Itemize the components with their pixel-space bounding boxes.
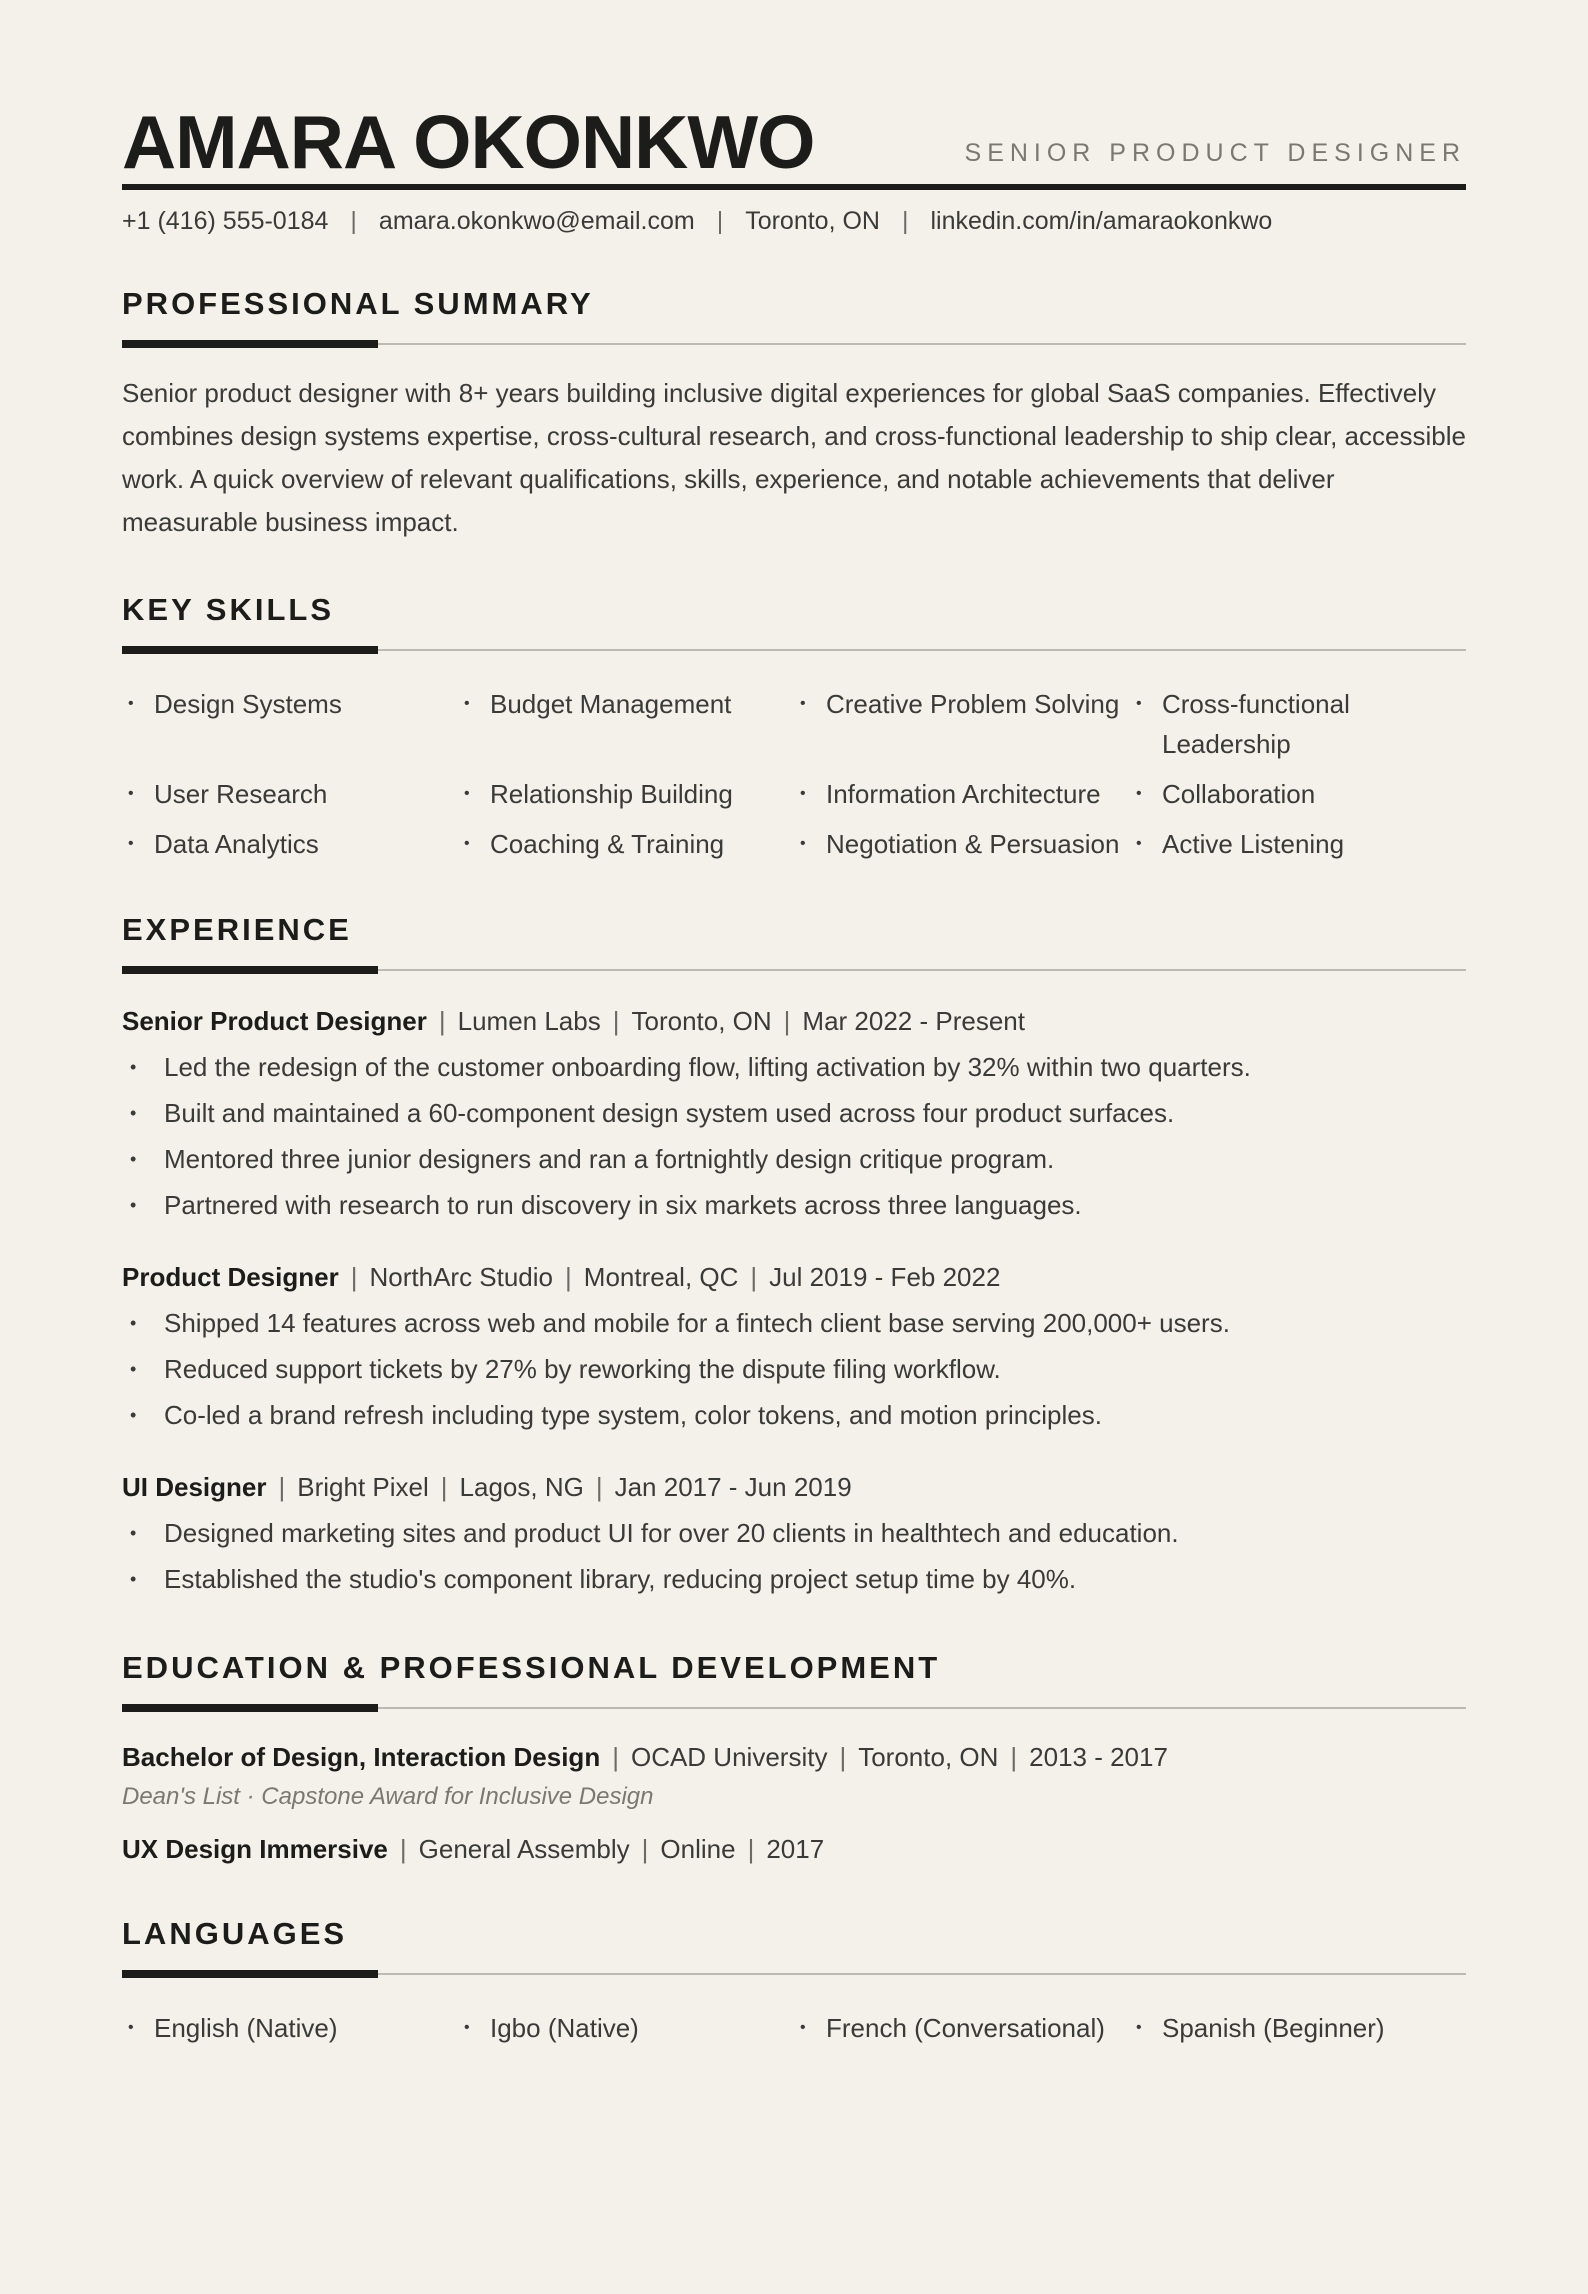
education-dates: 2017 — [766, 1834, 825, 1864]
skill-item — [1130, 824, 1466, 864]
job-bullet-text: Built and maintained a 60-component design system used across four product surfaces. — [164, 1098, 1175, 1128]
skill-label: Budget Management — [490, 689, 732, 719]
job-header — [122, 1258, 1466, 1296]
bullet-icon: • — [1136, 835, 1142, 852]
contact-location: Toronto, ON — [745, 206, 880, 235]
education-degree: Bachelor of Design, Interaction Design — [122, 1742, 601, 1772]
bullet-icon: • — [1136, 2019, 1142, 2036]
skill-label: Relationship Building — [490, 779, 733, 809]
job-bullet — [122, 1510, 1466, 1556]
bullet-icon: • — [130, 1149, 137, 1169]
section-divider — [122, 1970, 1466, 1978]
contact-separator: | — [716, 206, 724, 235]
resume-content — [122, 92, 1466, 2048]
languages-grid — [122, 2008, 1466, 2048]
job-bullets — [122, 1044, 1466, 1228]
bullet-icon: • — [128, 695, 134, 712]
bullet-icon: • — [128, 785, 134, 802]
education-note: Dean's List · Capstone Award for Inclusive Design — [122, 1783, 654, 1810]
bullet-icon: • — [130, 1057, 137, 1077]
skill-item — [122, 824, 458, 864]
section-divider — [122, 1704, 1466, 1712]
education-header — [122, 1738, 1466, 1776]
skill-label: Collaboration — [1162, 779, 1316, 809]
bullet-icon: • — [800, 785, 806, 802]
job-separator: | — [783, 1006, 791, 1036]
contact-linkedin[interactable]: linkedin.com/in/amaraokonkwo — [930, 206, 1273, 235]
header-divider — [122, 184, 1466, 190]
education-separator: | — [641, 1834, 649, 1864]
contact-phone: +1 (416) 555-0184 — [122, 206, 329, 235]
skill-label: Negotiation & Persuasion — [826, 829, 1120, 859]
job-company: NorthArc Studio — [369, 1262, 554, 1292]
language-item — [1130, 2008, 1466, 2048]
job-company: Lumen Labs — [457, 1006, 601, 1036]
job-bullet — [122, 1136, 1466, 1182]
job-dates: Mar 2022 - Present — [802, 1006, 1025, 1036]
education-separator: | — [399, 1834, 407, 1864]
summary-text: Senior product designer with 8+ years building inclusive digital experiences for global SaaS companies. Effectively combines design systems expertise, cross-cultural research, and cross-functional leadership to ship clear, accessible work. A quick overview of relevant qualifications, skills, experience, and notable achievements that deliver measurable business impact. — [122, 378, 1466, 537]
skill-item — [794, 684, 1130, 764]
section-divider — [122, 340, 1466, 348]
education-location: Online — [660, 1834, 736, 1864]
job-location: Toronto, ON — [631, 1006, 772, 1036]
language-item — [458, 2008, 794, 2048]
job-entry — [122, 1468, 1466, 1602]
job-bullet — [122, 1182, 1466, 1228]
section-heading: KEY SKILLS — [122, 592, 335, 627]
job-role: UI Designer — [122, 1472, 267, 1502]
job-separator: | — [595, 1472, 603, 1502]
bullet-icon: • — [130, 1103, 137, 1123]
job-separator: | — [278, 1472, 286, 1502]
education-header — [122, 1830, 1466, 1868]
section-heading: PROFESSIONAL SUMMARY — [122, 286, 594, 321]
skill-label: User Research — [154, 779, 328, 809]
skill-item — [458, 824, 794, 864]
education-location: Toronto, ON — [858, 1742, 999, 1772]
job-company: Bright Pixel — [297, 1472, 429, 1502]
language-label: Igbo (Native) — [490, 2013, 639, 2043]
bullet-icon: • — [464, 695, 470, 712]
job-bullets — [122, 1300, 1466, 1438]
bullet-icon: • — [130, 1359, 137, 1379]
summary-section — [122, 286, 1466, 544]
education-separator: | — [839, 1742, 847, 1772]
language-label: French (Conversational) — [826, 2013, 1105, 2043]
job-header — [122, 1002, 1466, 1040]
bullet-icon: • — [800, 2019, 806, 2036]
job-separator: | — [565, 1262, 572, 1292]
skill-label: Creative Problem Solving — [826, 689, 1120, 719]
section-heading: EXPERIENCE — [122, 912, 352, 947]
job-entry — [122, 1258, 1466, 1438]
job-location: Montreal, QC — [583, 1262, 739, 1292]
job-separator: | — [750, 1262, 758, 1292]
bullet-icon: • — [130, 1313, 137, 1333]
job-header — [122, 1468, 1466, 1506]
bullet-icon: • — [464, 835, 470, 852]
job-bullet-text: Mentored three junior designers and ran a fortnightly design critique program. — [164, 1144, 1055, 1174]
skill-label: Design Systems — [154, 689, 342, 719]
skill-item — [1130, 774, 1466, 814]
skill-label: Cross-functional Leadership — [1162, 689, 1350, 759]
skill-item — [122, 774, 458, 814]
language-label: English (Native) — [154, 2013, 338, 2043]
language-label: Spanish (Beginner) — [1162, 2013, 1385, 2043]
job-bullet-text: Reduced support tickets by 27% by reworking the dispute filing workflow. — [164, 1354, 1001, 1384]
job-bullet — [122, 1300, 1466, 1346]
bullet-icon: • — [464, 2019, 470, 2036]
job-bullet-text: Led the redesign of the customer onboarding flow, lifting activation by 32% within two quarters. — [164, 1052, 1251, 1082]
bullet-icon: • — [130, 1195, 137, 1215]
skill-label: Coaching & Training — [490, 829, 725, 859]
education-school: OCAD University — [630, 1742, 828, 1772]
education-entry — [122, 1830, 1466, 1868]
experience-list — [122, 1002, 1466, 1602]
skills-section — [122, 592, 1466, 864]
skills-grid — [122, 684, 1466, 864]
job-bullet — [122, 1392, 1466, 1438]
section-heading: EDUCATION & PROFESSIONAL DEVELOPMENT — [122, 1650, 941, 1685]
skill-item — [1130, 684, 1466, 764]
job-separator: | — [440, 1472, 448, 1502]
skill-item — [794, 824, 1130, 864]
job-bullet-text: Co-led a brand refresh including type system, color tokens, and motion principles. — [164, 1400, 1102, 1430]
bullet-icon: • — [1136, 785, 1142, 802]
contact-separator: | — [901, 206, 909, 235]
job-bullet-text: Shipped 14 features across web and mobile for a fintech client base serving 200,000+ users. — [164, 1308, 1230, 1338]
education-degree: UX Design Immersive — [122, 1834, 388, 1864]
job-separator: | — [612, 1006, 620, 1036]
education-list — [122, 1738, 1466, 1868]
job-role: Product Designer — [122, 1262, 339, 1292]
bullet-icon: • — [130, 1405, 137, 1425]
job-entry — [122, 1002, 1466, 1228]
education-section — [122, 1650, 1466, 1868]
candidate-title: SENIOR PRODUCT DESIGNER — [964, 139, 1466, 167]
skill-item — [794, 774, 1130, 814]
job-separator: | — [438, 1006, 446, 1036]
job-bullet-text: Designed marketing sites and product UI for over 20 clients in healthtech and education. — [164, 1518, 1179, 1548]
education-separator: | — [1010, 1742, 1018, 1772]
bullet-icon: • — [464, 785, 470, 802]
skill-item — [458, 774, 794, 814]
job-bullet-text: Partnered with research to run discovery in six markets across three languages. — [164, 1190, 1082, 1220]
job-role: Senior Product Designer — [122, 1006, 427, 1036]
education-dates: 2013 - 2017 — [1029, 1742, 1168, 1772]
job-bullet — [122, 1346, 1466, 1392]
contact-line — [122, 204, 1466, 238]
bullet-icon: • — [128, 2019, 134, 2036]
education-separator: | — [747, 1834, 755, 1864]
languages-section — [122, 1916, 1466, 2048]
skill-item — [122, 684, 458, 764]
section-heading: LANGUAGES — [122, 1916, 348, 1951]
bullet-icon: • — [130, 1523, 137, 1543]
job-location: Lagos, NG — [459, 1472, 584, 1502]
job-separator: | — [350, 1262, 358, 1292]
bullet-icon: • — [128, 835, 134, 852]
section-divider — [122, 646, 1466, 654]
skill-label: Data Analytics — [154, 829, 319, 859]
contact-separator: | — [350, 206, 357, 235]
section-divider — [122, 966, 1466, 974]
job-bullet-text: Established the studio's component library, reducing project setup time by 40%. — [164, 1564, 1077, 1594]
job-dates: Jan 2017 - Jun 2019 — [614, 1472, 852, 1502]
bullet-icon: • — [800, 835, 806, 852]
skill-label: Information Architecture — [826, 779, 1101, 809]
bullet-icon: • — [1136, 695, 1142, 712]
job-bullet — [122, 1556, 1466, 1602]
language-item — [122, 2008, 458, 2048]
bullet-icon: • — [800, 695, 806, 712]
education-separator: | — [612, 1742, 619, 1772]
candidate-name: AMARA OKONKWO — [122, 100, 815, 184]
job-bullets — [122, 1510, 1466, 1602]
experience-section — [122, 912, 1466, 1602]
education-entry — [122, 1738, 1466, 1814]
education-school: General Assembly — [418, 1834, 630, 1864]
skill-label: Active Listening — [1162, 829, 1345, 859]
bullet-icon: • — [130, 1569, 137, 1589]
job-bullet — [122, 1044, 1466, 1090]
job-dates: Jul 2019 - Feb 2022 — [769, 1262, 1001, 1292]
contact-email[interactable]: amara.okonkwo@email.com — [378, 206, 695, 235]
language-item — [794, 2008, 1130, 2048]
header — [122, 92, 1466, 184]
skill-item — [458, 684, 794, 764]
job-bullet — [122, 1090, 1466, 1136]
